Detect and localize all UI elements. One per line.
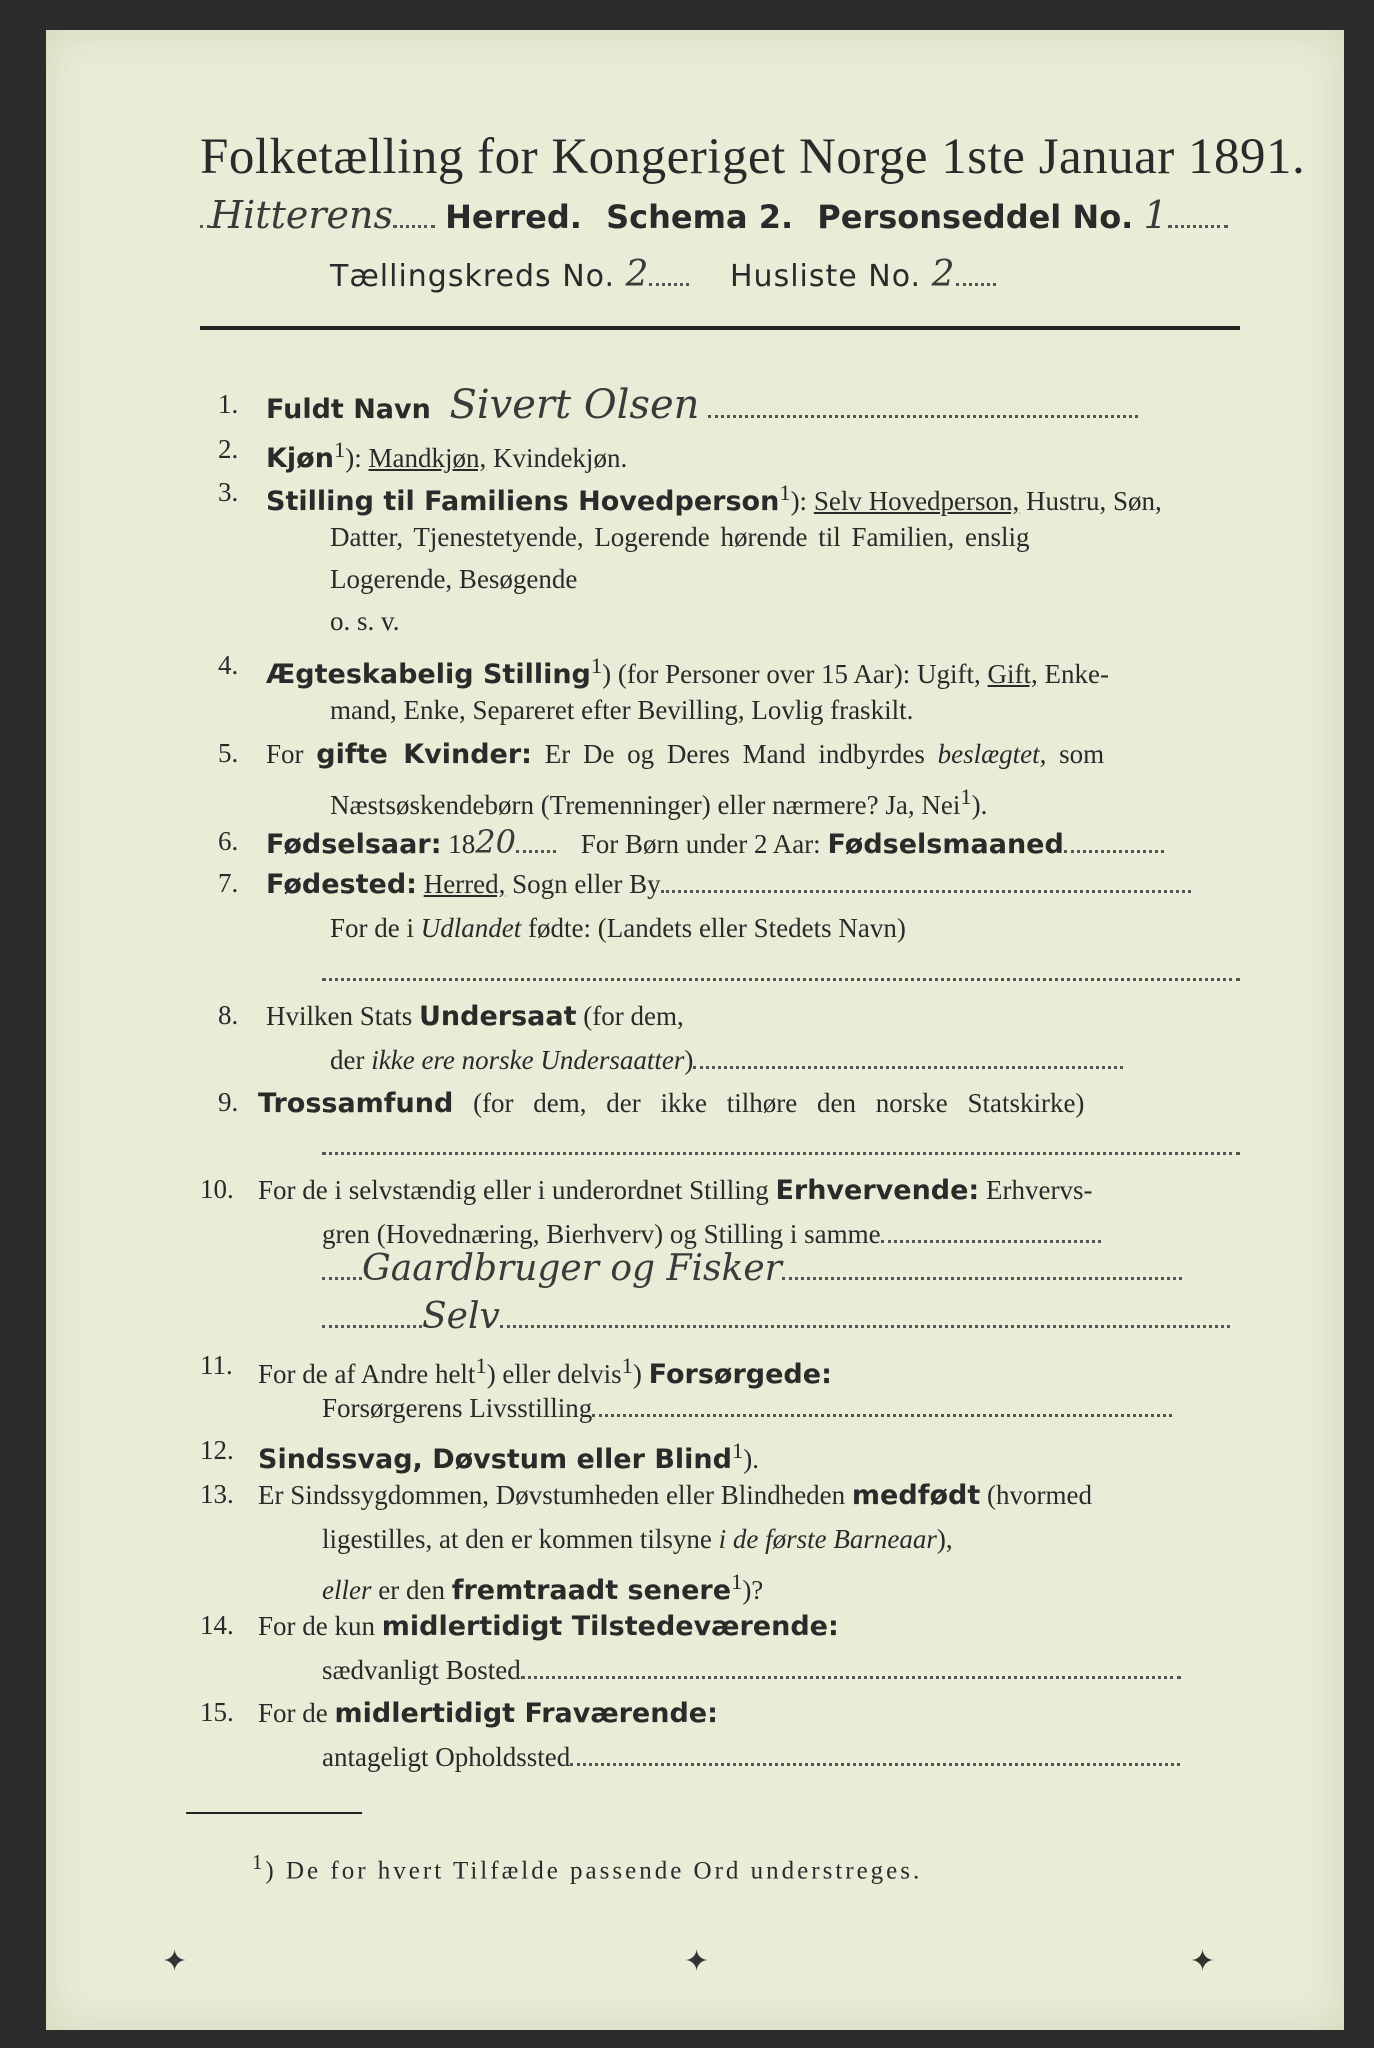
item-1-number: 1. — [218, 389, 239, 419]
item-5-line2-text: Næstsøskendebørn (Tremenninger) eller nærmere? Ja, Nei — [330, 790, 961, 820]
item-14-number: 14. — [200, 1610, 234, 1640]
item-7 — [266, 867, 1191, 902]
item-4-underlined: Gift, — [987, 659, 1038, 689]
item-5 — [266, 737, 1104, 772]
item-2-sup: 1 — [333, 437, 346, 462]
item-13-rest: (hvormed — [986, 1480, 1092, 1510]
item-7-line2a: For de i — [330, 913, 414, 943]
item-8-line2-italic: ikke ere norske Undersaatter — [371, 1045, 685, 1075]
item-8-rest: (for dem, — [583, 1001, 684, 1031]
item-7-number: 7. — [218, 868, 239, 898]
item-5-sup: 1 — [960, 784, 972, 809]
item-6-prefix: 18 — [448, 829, 476, 859]
item-5-text: Er De og Deres Mand indbyrdes — [544, 739, 925, 769]
item-3-line3: Logerende, Besøgende — [330, 564, 578, 594]
item-9 — [258, 1086, 1084, 1121]
item-8-pre: Hvilken Stats — [266, 1001, 413, 1031]
item-1-label: Fuldt Navn — [266, 394, 431, 425]
item-15-number: 15. — [200, 1697, 234, 1727]
item-8-number: 8. — [218, 1000, 239, 1030]
item-13-line2-italic: i de første Barneaar — [718, 1524, 937, 1554]
footnote-rule — [186, 1812, 362, 1814]
position-value: Selv — [422, 1296, 500, 1337]
item-11-line2 — [322, 1391, 1172, 1425]
item-13-label3: fremtraadt senere — [451, 1575, 732, 1606]
item-11 — [258, 1349, 832, 1392]
item-2-rest: Kvindekjøn. — [492, 443, 628, 473]
item-3-line2: Datter, Tjenestetyende, Logerende hørende til Familien, enslig — [330, 522, 1030, 552]
item-12 — [258, 1434, 759, 1477]
item-2-colon: ): — [345, 443, 362, 473]
item-6-label2: Fødselsmaaned — [827, 829, 1064, 860]
husliste-value: 2 — [931, 254, 956, 295]
item-13-line2 — [322, 1522, 953, 1556]
schema-label: Schema 2. — [606, 198, 794, 236]
item-6-text: For Børn under 2 Aar: — [580, 829, 821, 859]
husliste-label: Husliste No. — [730, 259, 922, 294]
item-2-underlined: Mandkjøn, — [368, 443, 487, 473]
item-11-number: 11. — [200, 1350, 233, 1380]
item-11-line2-text: Forsørgerens Livsstilling — [322, 1393, 593, 1423]
item-4-label: Ægteskabelig Stilling — [266, 659, 591, 690]
item-5-pre: For — [266, 739, 304, 769]
item-5-number: 5. — [218, 738, 239, 768]
footnote-text: ) De for hvert Tilfælde passende Ord understreges. — [265, 1857, 923, 1885]
item-11-sup: 1 — [475, 1353, 487, 1378]
item-11-mid: ) eller delvis — [486, 1359, 622, 1389]
item-13 — [258, 1478, 1092, 1513]
item-5-rest: som — [1059, 739, 1105, 769]
registration-mark-left: ✦ — [162, 1944, 188, 1979]
item-8-label: Undersaat — [419, 1001, 577, 1032]
item-3-label: Stilling til Familiens Hovedperson — [266, 486, 780, 517]
item-5-italic: beslægtet, — [937, 739, 1047, 769]
item-13-line3a: er den — [378, 1575, 445, 1605]
item-9-rest: (for dem, der ikke tilhøre den norske Statskirke) — [473, 1088, 1085, 1118]
item-10-number: 10. — [200, 1174, 234, 1204]
item-4-rest: Enke- — [1044, 659, 1109, 689]
item-7-rest: Sogn eller By — [512, 869, 661, 899]
item-4-number: 4. — [218, 650, 239, 680]
item-8-line2b: ) — [684, 1045, 694, 1075]
item-12-label: Sindssvag, Døvstum eller Blind — [258, 1444, 732, 1475]
item-9-label: Trossamfund — [258, 1088, 454, 1119]
item-3-underlined: Selv Hovedperson, — [813, 486, 1020, 516]
item-7-label: Fødested: — [266, 869, 417, 900]
item-14-line2 — [322, 1653, 1181, 1687]
item-3 — [266, 476, 1162, 519]
herred-value: Hitterens — [210, 193, 393, 237]
item-3-number: 3. — [218, 477, 239, 507]
item-8 — [266, 999, 684, 1034]
item-15 — [258, 1696, 718, 1731]
item-4-line2: mand, Enke, Separeret efter Bevilling, Lovlig fraskilt. — [330, 695, 914, 725]
item-11-pre: For de af Andre helt — [258, 1359, 476, 1389]
item-15-label: midlertidigt Fraværende: — [334, 1698, 718, 1729]
item-13-end: )? — [742, 1575, 764, 1605]
item-10-line2 — [322, 1217, 1101, 1251]
form-title: Folketælling for Kongeriget Norge 1ste Januar 1891. — [200, 129, 1306, 185]
item-11-label: Forsørgede: — [648, 1359, 832, 1390]
item-6 — [266, 825, 1164, 862]
birth-year-value: 20 — [475, 823, 516, 861]
full-name-value: Sivert Olsen — [449, 382, 700, 428]
item-13-line2a: ligestilles, at den er kommen tilsyne — [322, 1524, 712, 1554]
item-12-end: ). — [743, 1444, 759, 1474]
item-7-line2 — [330, 911, 906, 945]
item-6-label: Fødselsaar: — [266, 829, 442, 860]
item-13-line2b: ), — [936, 1524, 953, 1554]
personseddel-value: 1 — [1143, 193, 1168, 237]
item-11-post: ) — [632, 1359, 642, 1389]
taellingskreds-label: Tællingskreds No. — [330, 259, 615, 294]
item-6-number: 6. — [218, 826, 239, 856]
herred-row — [200, 193, 1228, 237]
item-5-line2 — [330, 780, 987, 822]
item-3-rest: Hustru, Søn, — [1026, 486, 1162, 516]
taellingskreds-row — [330, 254, 996, 295]
item-13-line3 — [322, 1565, 763, 1608]
item-13-sup: 1 — [731, 1569, 743, 1594]
item-10-answer2 — [322, 1296, 1230, 1337]
registration-mark-right: ✦ — [1190, 1944, 1216, 1979]
registration-mark-center: ✦ — [684, 1944, 710, 1979]
footnote — [252, 1850, 922, 1885]
item-7-answer-line — [322, 972, 1240, 981]
item-14 — [258, 1609, 839, 1644]
item-10-answer1 — [322, 1248, 1182, 1289]
item-13-number: 13. — [200, 1479, 234, 1509]
item-7-line2-italic: Udlandet — [420, 913, 522, 943]
item-10-line2-text: gren (Hovednæring, Bierhverv) og Stilling i samme — [322, 1219, 881, 1249]
item-5-label: gifte Kvinder: — [316, 739, 532, 770]
item-9-number: 9. — [218, 1087, 239, 1117]
item-7-underlined: Herred, — [423, 869, 506, 899]
item-7-line2b: fødte: (Landets eller Stedets Navn) — [528, 913, 906, 943]
header-rule — [200, 326, 1240, 330]
item-13-pre: Er Sindssygdommen, Døvstumheden eller Blindheden — [258, 1480, 846, 1510]
item-15-line2-text: antageligt Opholdssted — [322, 1742, 571, 1772]
item-2 — [266, 433, 627, 476]
item-10-pre: For de i selvstændig eller i underordnet Stilling — [258, 1175, 769, 1205]
item-12-number: 12. — [200, 1435, 234, 1465]
item-4-sup: 1 — [590, 653, 603, 678]
item-4-text: ) (for Personer over 15 Aar): Ugift, — [602, 659, 981, 689]
herred-label: Herred. — [445, 198, 582, 236]
item-1 — [266, 382, 1138, 428]
item-8-line2a: der — [330, 1045, 365, 1075]
item-13-label: medfødt — [851, 1480, 981, 1511]
personseddel-label: Personseddel No. — [817, 198, 1134, 236]
item-12-sup: 1 — [731, 1438, 744, 1463]
item-9-answer-line — [322, 1146, 1240, 1155]
item-13-line3-italic: eller — [322, 1575, 372, 1605]
item-14-line2-text: sædvanligt Bosted — [322, 1655, 521, 1685]
taellingskreds-value: 2 — [625, 254, 650, 295]
item-3-colon: ): — [790, 486, 808, 516]
item-10-rest: Erhvervs- — [985, 1175, 1093, 1205]
item-14-pre: For de kun — [258, 1611, 375, 1641]
item-15-pre: For de — [258, 1698, 328, 1728]
item-11-sup2: 1 — [621, 1353, 633, 1378]
item-5-end: ). — [971, 790, 988, 820]
item-10 — [258, 1173, 1092, 1208]
occupation-value: Gaardbruger og Fisker — [362, 1248, 782, 1289]
item-3-line4: o. s. v. — [330, 606, 400, 636]
item-2-label: Kjøn — [266, 443, 334, 474]
item-3-sup: 1 — [779, 480, 791, 505]
item-10-label: Erhvervende: — [775, 1175, 980, 1206]
item-14-label: midlertidigt Tilstedeværende: — [381, 1611, 839, 1642]
footnote-sup: 1 — [252, 1850, 266, 1874]
item-2-number: 2. — [218, 434, 239, 464]
item-8-line2 — [330, 1043, 1123, 1077]
item-15-line2 — [322, 1740, 1180, 1774]
item-4 — [266, 649, 1109, 692]
